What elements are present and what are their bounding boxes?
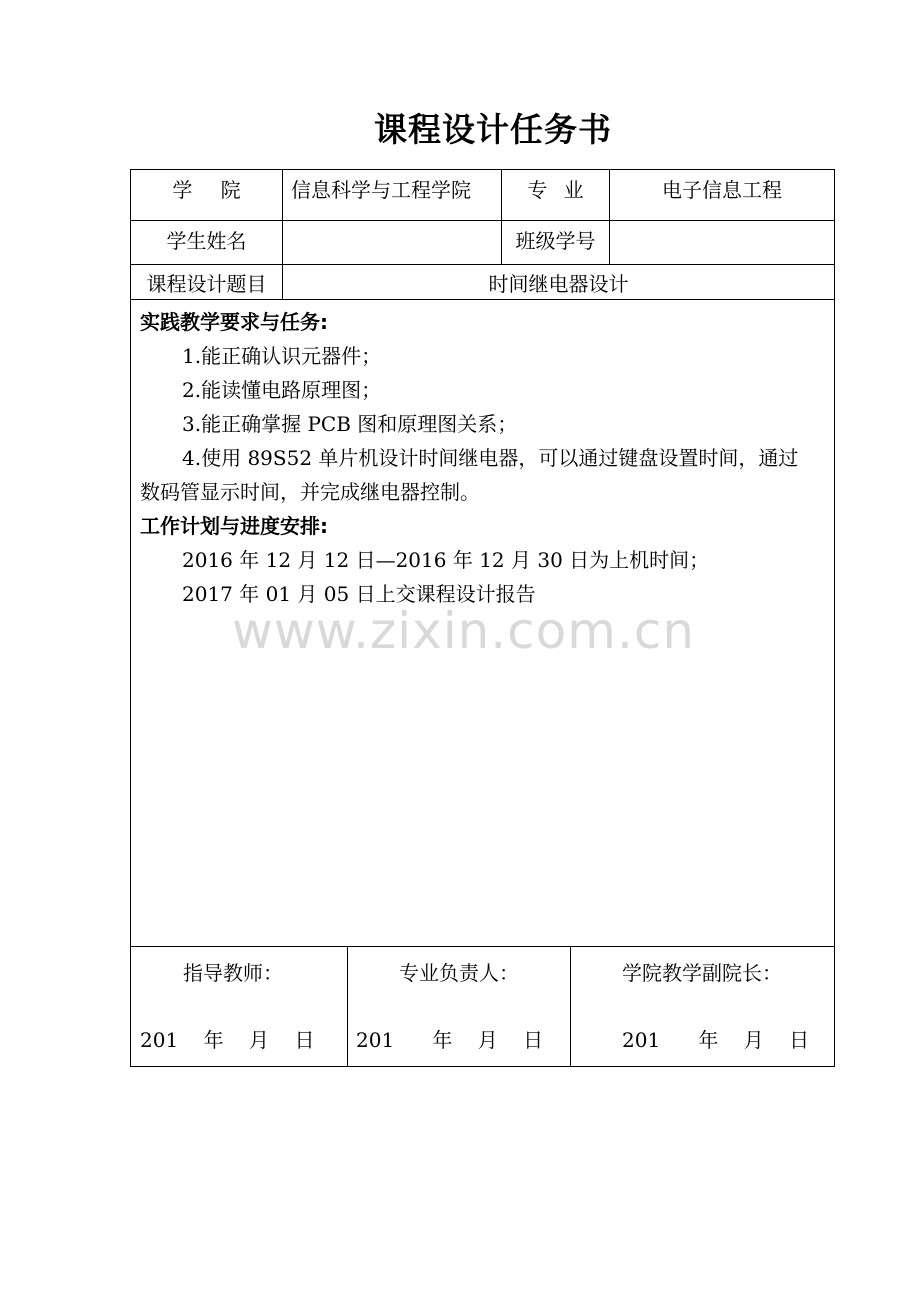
major-head-label: 专业负责人： bbox=[399, 961, 519, 985]
advisor-date: 201 年 月 日 bbox=[140, 1028, 315, 1052]
task-item: 2.能读懂电路原理图； bbox=[182, 378, 382, 402]
row-divider bbox=[130, 220, 835, 221]
watermark: www.zixin.com.cn bbox=[232, 602, 696, 660]
vice-dean-date: 201 年 月 日 bbox=[622, 1028, 810, 1052]
task-item: 3.能正确掌握 PCB 图和原理图关系； bbox=[182, 412, 518, 436]
task-item: 4.使用 89S52 单片机设计时间继电器，可以通过键盘设置时间，通过 bbox=[182, 446, 799, 470]
row-divider bbox=[130, 264, 835, 265]
page-title: 课程设计任务书 bbox=[374, 110, 612, 149]
table-border-left bbox=[130, 169, 131, 1067]
table-border-bottom bbox=[130, 1066, 835, 1067]
college-value: 信息科学与工程学院 bbox=[291, 178, 471, 202]
schedule-item: 2017 年 01 月 05 日上交课程设计报告 bbox=[182, 582, 536, 606]
major-head-date: 201 年 月 日 bbox=[356, 1028, 544, 1052]
topic-value: 时间继电器设计 bbox=[488, 272, 629, 296]
task-heading: 实践教学要求与任务: bbox=[140, 310, 328, 334]
row-divider bbox=[130, 299, 835, 300]
college-label: 学 院 bbox=[172, 178, 241, 202]
table-border-top bbox=[130, 169, 835, 170]
schedule-item: 2016 年 12 月 12 日—2016 年 12 月 30 日为上机时间； bbox=[182, 548, 710, 572]
major-value: 电子信息工程 bbox=[662, 178, 782, 202]
row-divider bbox=[130, 946, 835, 947]
vice-dean-label: 学院教学副院长： bbox=[622, 961, 782, 985]
task-item-continued: 数码管显示时间，并完成继电器控制。 bbox=[140, 480, 480, 504]
task-section bbox=[140, 305, 828, 611]
advisor-label: 指导教师： bbox=[183, 961, 283, 985]
student-name-label: 学生姓名 bbox=[166, 229, 247, 253]
column-divider bbox=[570, 946, 571, 1067]
task-item: 1.能正确认识元器件； bbox=[182, 344, 382, 368]
schedule-heading: 工作计划与进度安排: bbox=[140, 514, 328, 538]
topic-label: 课程设计题目 bbox=[146, 272, 267, 296]
column-divider bbox=[347, 946, 348, 1067]
major-label: 专 业 bbox=[527, 178, 584, 202]
class-number-label: 班级学号 bbox=[515, 229, 596, 253]
table-border-right bbox=[834, 169, 835, 1067]
